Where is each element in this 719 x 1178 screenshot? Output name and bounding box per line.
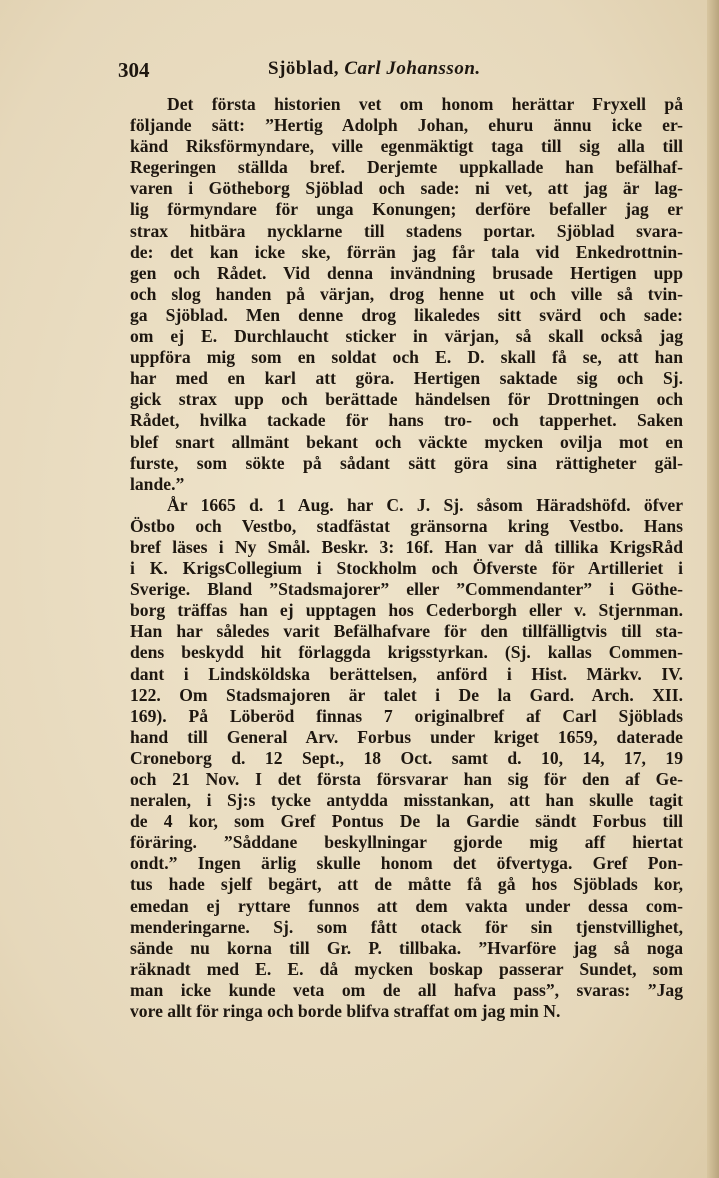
text-line: furste, som sökte på sådant sätt göra sina rättigheter gäl-	[130, 452, 683, 473]
text-line: lig förmyndare för unga Konungen; derföre befaller jag er	[130, 199, 683, 220]
text-line: känd Riksförmyndare, ville egenmäktigt taga till sig alla till	[130, 136, 683, 157]
running-head-given-name: Carl Johansson.	[344, 58, 481, 79]
text-line: neralen, i Sj:s tycke antydda misstankan, att han skulle tagit	[130, 790, 683, 811]
text-line: vore allt för ringa och borde blifva straffat om jag min N.	[130, 1001, 561, 1022]
text-line: hand till General Arv. Forbus under kriget 1659, daterade	[130, 726, 683, 747]
text-line: Han har således varit Befälhafvare för den tillfälligtvis till sta-	[130, 621, 683, 642]
text-line: man icke kunde veta om de all hafva pass”, svaras: ”Jag	[130, 979, 683, 1000]
text-line: menderingarne. Sj. som fått otack för sin tjenstvillighet,	[130, 916, 683, 937]
text-line: om ej E. Durchlaucht sticker in värjan, så skall också jag	[130, 326, 683, 347]
text-line: borg träffas han ej upptagen hos Cederborgh eller v. Stjernman.	[130, 600, 683, 621]
text-line: 122. Om Stadsmajoren är talet i De la Gard. Arch. XII.	[130, 684, 683, 705]
text-line: blef snart allmänt bekant och väckte mycken ovilja mot en	[130, 431, 683, 452]
text-line: strax hitbära nycklarne till stadens portar. Sjöblad svara-	[130, 220, 683, 241]
text-line: gick strax upp och berättade händelsen för Drottningen och	[130, 389, 683, 410]
text-line: Sverige. Bland ”Stadsmajorer” eller ”Commendanter” i Göthe-	[130, 579, 683, 600]
text-line: har med en karl att göra. Hertigen saktade sig och Sj.	[130, 368, 683, 389]
body-text	[130, 94, 683, 1022]
page-number: 304	[118, 58, 150, 82]
text-line: i K. KrigsCollegium i Stockholm och Öfverste för Artilleriet i	[130, 558, 683, 579]
text-line: Östbo och Vestbo, stadfästat gränsorna kring Vestbo. Hans	[130, 515, 683, 536]
page-edge	[707, 0, 719, 1178]
text-line: och slog handen på värjan, drog henne ut och ville så tvin-	[130, 283, 683, 304]
text-line: emedan ej ryttare funnos att dem vakta under dessa com-	[130, 895, 683, 916]
text-line: sände nu korna till Gr. P. tillbaka. ”Hvarföre jag så noga	[130, 937, 683, 958]
text-line: varen i Götheborg Sjöblad och sade: ni vet, att jag är lag-	[130, 178, 683, 199]
text-line: Rådet, hvilka tackade för hans tro- och tapperhet. Saken	[130, 410, 683, 431]
text-line: de: det kan icke ske, förrän jag får tala vid Enkedrottnin-	[130, 241, 683, 262]
text-line: tus hade sjelf begärt, att de måtte få gå hos Sjöblads kor,	[130, 874, 683, 895]
text-line: och 21 Nov. I det första försvarar han sig för den af Ge-	[130, 769, 683, 789]
text-line: föräring. ”Såddane beskyllningar gjorde mig aff hiertat	[130, 832, 683, 853]
text-line: följande sätt: ”Hertig Adolph Johan, ehuru ännu icke er-	[130, 115, 683, 136]
text-line: uppföra mig som en soldat och E. D. skall få se, att han	[130, 347, 683, 368]
text-line: Croneborg d. 12 Sept., 18 Oct. samt d. 10, 14, 17, 19	[130, 747, 683, 768]
text-line: lande.”	[130, 473, 185, 494]
text-line: ga Sjöblad. Men denne drog likaledes sitt svärd och sade:	[130, 304, 683, 325]
text-line: bref läses i Ny Smål. Beskr. 3: 16f. Han var då tillika KrigsRåd	[130, 536, 683, 557]
text-line: 169). På Löberöd finnas 7 originalbref af Carl Sjöblads	[130, 705, 683, 726]
text-line: dens beskydd hit förlaggda krigsstyrkan. (Sj. kallas Commen-	[130, 642, 683, 663]
text-line: gen och Rådet. Vid denna invändning brusade Hertigen upp	[130, 262, 683, 283]
text-line: dant i Lindsköldska berättelsen, anförd i Hist. Märkv. IV.	[130, 663, 683, 684]
running-head	[268, 58, 481, 80]
text-line: Regeringen ställda bref. Derjemte uppkallade han befälhaf-	[130, 157, 683, 178]
text-line: de 4 kor, som Gref Pontus De la Gardie sändt Forbus till	[130, 811, 683, 832]
running-head-surname: Sjöblad,	[268, 58, 340, 79]
page-header	[118, 58, 678, 84]
text-line: Det första historien vet om honom herättar Fryxell på	[167, 94, 683, 114]
text-line: ondt.” Ingen ärlig skulle honom det öfvertyga. Gref Pon-	[130, 853, 683, 874]
text-line: År 1665 d. 1 Aug. har C. J. Sj. såsom Häradshöfd. öfver	[167, 494, 683, 515]
text-line: räknadt med E. E. då mycken boskap passerar Sundet, som	[130, 958, 683, 979]
